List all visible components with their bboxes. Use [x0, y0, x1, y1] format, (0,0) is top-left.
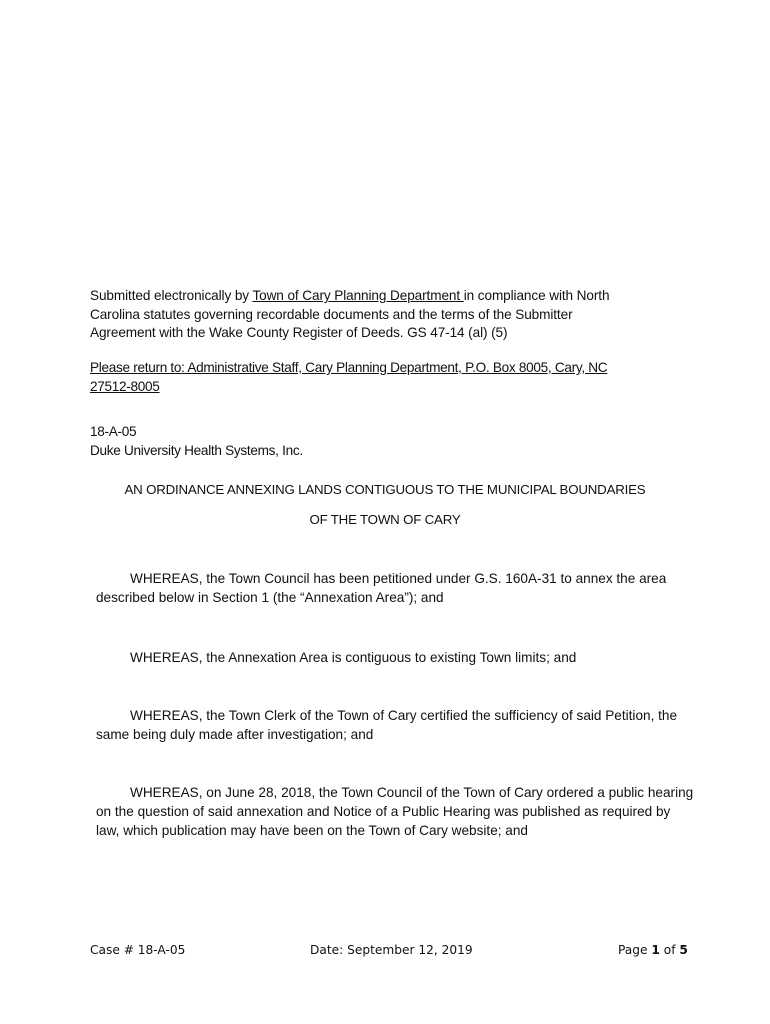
submission-prefix: Submitted electronically by [90, 288, 253, 303]
return-line-1: Please return to: Administrative Staff, Cary Planning Department, P.O. Box 8005, Cary, NC [90, 360, 608, 375]
department-link-text: Town of Cary Planning Department [252, 288, 464, 303]
submission-notice [90, 287, 690, 343]
whereas-paragraph-2: WHEREAS, the Annexation Area is contiguous to existing Town limits; and [130, 650, 577, 665]
ordinance-title-line-2: OF THE TOWN OF CARY [309, 512, 461, 527]
case-block [90, 423, 690, 460]
footer-page [618, 943, 688, 957]
submission-suffix: in compliance with North [463, 288, 610, 303]
footer-date: Date: September 12, 2019 [310, 943, 473, 957]
petitioner-name: Duke University Health Systems, Inc. [90, 442, 303, 458]
return-address [90, 359, 670, 396]
footer-page-total: 5 [679, 943, 688, 957]
whereas-paragraph-1: WHEREAS, the Town Council has been petitioned under G.S. 160A-31 to annex the area described below in Section 1 (the “Annexation Area”); and [96, 571, 667, 605]
whereas-paragraph-3: WHEREAS, the Town Clerk of the Town of Cary certified the sufficiency of said Petition, the same being duly made after investigation; and [96, 708, 678, 742]
case-number: 18-A-05 [90, 424, 137, 439]
submission-line-3: Agreement with the Wake County Register of Deeds. GS 47-14 (al) (5) [90, 325, 508, 340]
return-line-2: 27512-8005 [90, 378, 160, 394]
footer-page-of: of [659, 943, 680, 957]
footer-page-current: 1 [651, 943, 660, 957]
footer-page-prefix: Page [618, 943, 652, 957]
footer-case: Case # 18-A-05 [90, 943, 186, 957]
ordinance-title-line-1: AN ORDINANCE ANNEXING LANDS CONTIGUOUS TO THE MUNICIPAL BOUNDARIES [124, 482, 646, 497]
whereas-paragraph-4: WHEREAS, on June 28, 2018, the Town Council of the Town of Cary ordered a public hearing on the question of said annexation and Notice of a Public Hearing was published as required by law, which publication may have been on the Town of Cary website; and [96, 785, 694, 838]
submission-line-2: Carolina statutes governing recordable documents and the terms of the Submitter [90, 306, 573, 322]
